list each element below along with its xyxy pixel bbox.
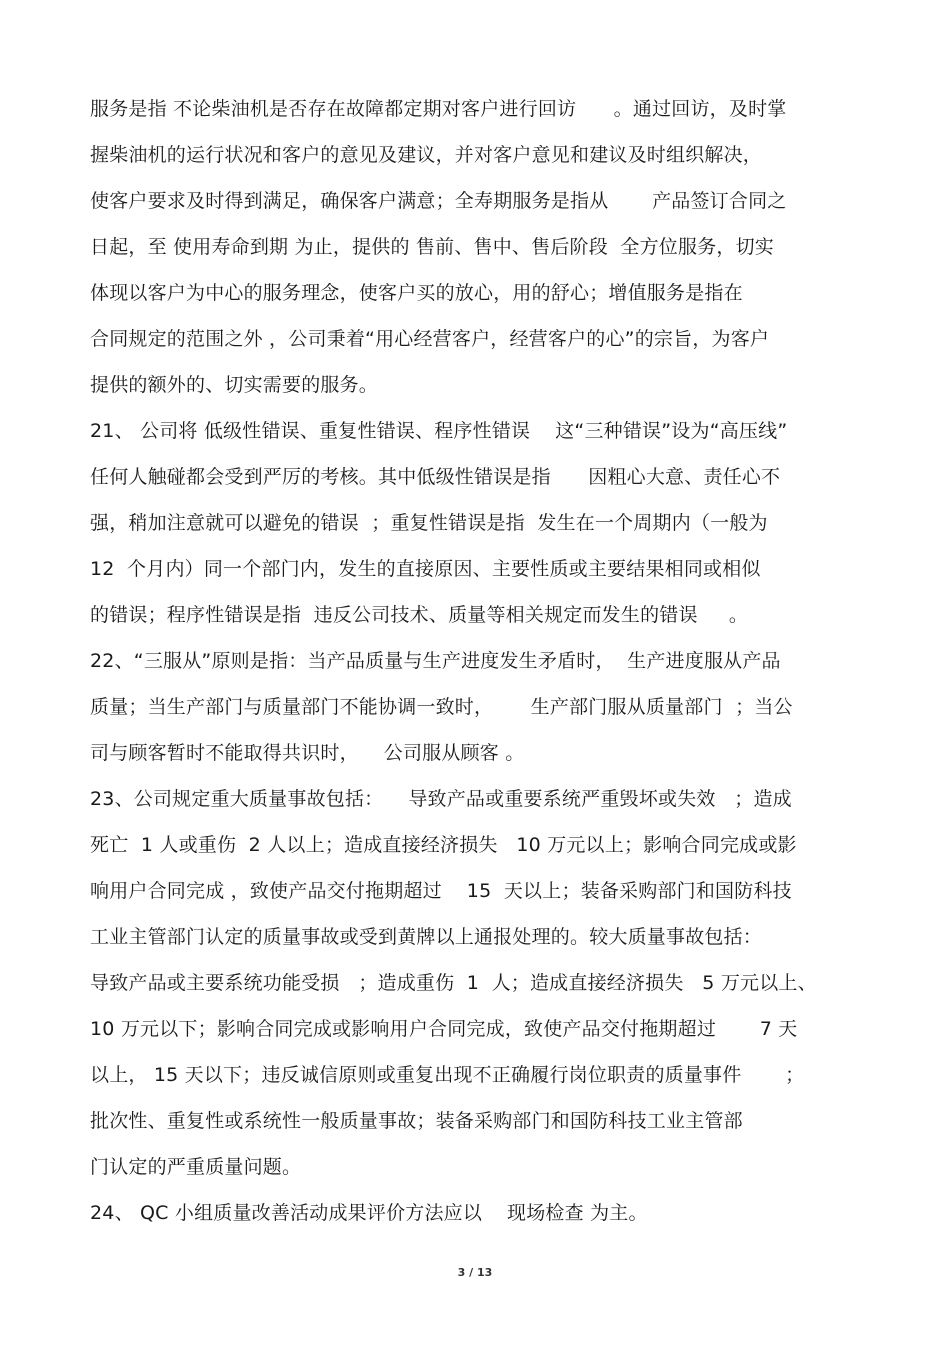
text-line: 响用户合同完成 ，致使产品交付拖期超过 15 天以上；装备采购部门和国防科技 (90, 880, 792, 902)
text-line: 提供的额外的、切实需要的服务。 (90, 374, 379, 396)
text-line: 体现以客户为中心的服务理念，使客户买的放心，用的舒心；增值服务是指在 (90, 282, 743, 304)
text-line: 强，稍加注意就可以避免的错误 ；重复性错误是指 发生在一个周期内（一般为 (90, 512, 768, 534)
text-line: 10 万元以下；影响合同完成或影响用户合同完成，致使产品交付拖期超过 7 天 (90, 1018, 798, 1040)
text-line: 服务是指 不论柴油机是否存在故障都定期对客户进行回访 。通过回访，及时掌 (90, 98, 787, 120)
text-line: 日起，至 使用寿命到期 为止，提供的 售前、售中、售后阶段 全方位服务，切实 (90, 236, 774, 258)
page-number: 3 / 13 (457, 1266, 493, 1279)
text-line: 22、“三服从”原则是指：当产品质量与生产进度发生矛盾时， 生产进度服从产品 (90, 650, 781, 672)
text-line: 批次性、重复性或系统性一般质量事故；装备采购部门和国防科技工业主管部 (90, 1110, 743, 1132)
text-line: 21、 公司将 低级性错误、重复性错误、程序性错误 这“三种错误”设为“高压线” (90, 420, 788, 442)
text-line: 以上， 15 天以下；违反诚信原则或重复出现不正确履行岗位职责的质量事件 ； (90, 1064, 805, 1086)
text-line: 门认定的严重质量问题。 (90, 1156, 302, 1178)
text-line: 12 个月内）同一个部门内，发生的直接原因、主要性质或主要结果相同或相似 (90, 558, 761, 580)
text-line: 23、公司规定重大质量事故包括： 导致产品或重要系统严重毁坏或失效 ；造成 (90, 788, 792, 810)
text-line: 24、 QC 小组质量改善活动成果评价方法应以 现场检查 为主。 (90, 1202, 648, 1224)
text-line: 工业主管部门认定的质量事故或受到黄牌以上通报处理的。较大质量事故包括： (90, 926, 763, 948)
text-line: 质量；当生产部门与质量部门不能协调一致时， 生产部门服从质量部门 ；当公 (90, 696, 793, 718)
text-line: 握柴油机的运行状况和客户的意见及建议，并对客户意见和建议及时组织解决， (90, 144, 763, 166)
text-line: 死亡 1 人或重伤 2 人以上；造成直接经济损失 10 万元以上；影响合同完成或影 (90, 834, 797, 856)
text-line: 任何人触碰都会受到严厉的考核。其中低级性错误是指 因粗心大意、责任心不 (90, 466, 781, 488)
text-line: 导致产品或主要系统功能受损 ；造成重伤 1 人；造成直接经济损失 5 万元以上、 (90, 972, 817, 994)
text-line: 合同规定的范围之外 ，公司秉着“用心经营客户，经营客户的心”的宗旨，为客户 (90, 328, 770, 350)
text-line: 司与顾客暂时不能取得共识时， 公司服从顾客 。 (90, 742, 525, 764)
text-line: 使客户要求及时得到满足，确保客户满意；全寿期服务是指从 产品签订合同之 (90, 190, 787, 212)
text-line: 的错误；程序性错误是指 违反公司技术、质量等相关规定而发生的错误 。 (90, 604, 749, 626)
